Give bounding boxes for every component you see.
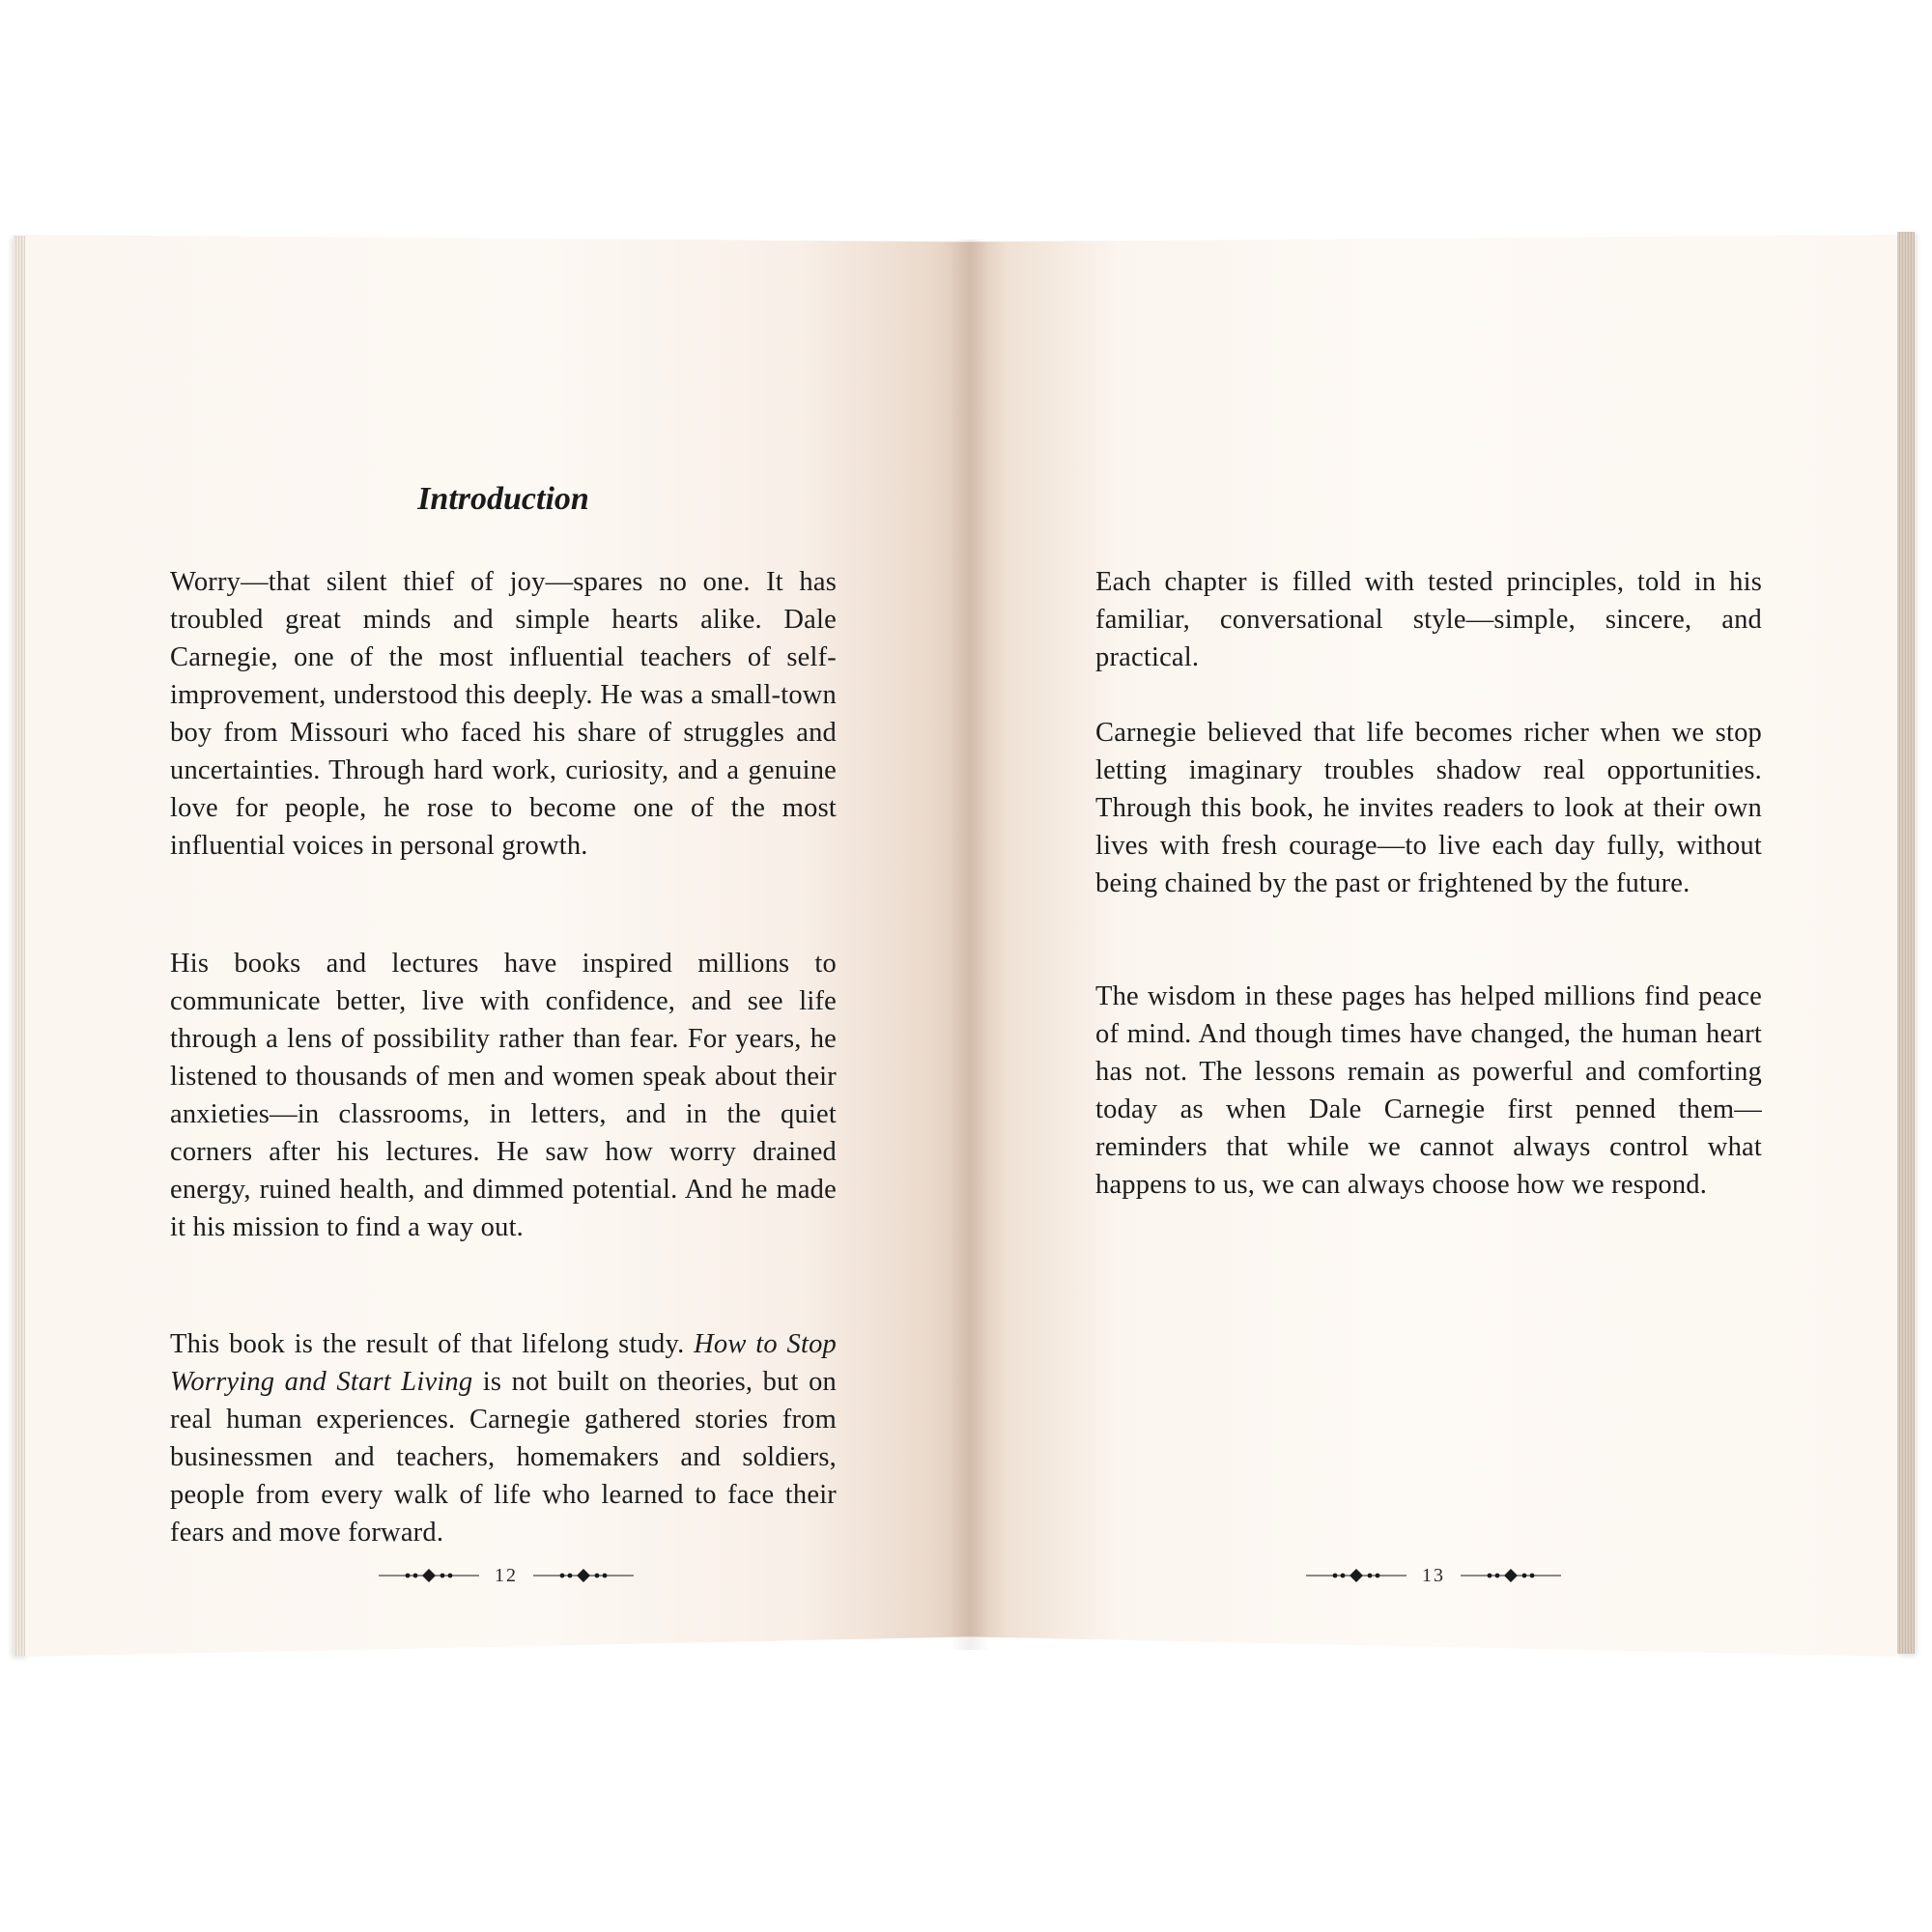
left-paragraph-1: Worry—that silent thief of joy—spares no one. It has troubled great minds and simple hearts alike. Dale Carnegie, one of the most influential teachers of self-improvement, understood this deeply. He was a small-town boy from Missouri who faced his share of struggles and uncertainties. Through hard work, curiosity, and a genuine love for people, he rose to become one of the most influential voices in personal growth. — [170, 567, 837, 861]
right-paragraph-3: The wisdom in these pages has helped millions find peace of mind. And though times have changed, the human heart has not. The lessons remain as powerful and comforting today as when Dale Carnegie first penned them—reminders that while we cannot always control what happens to us, we can always choose how we respond. — [1095, 981, 1762, 1200]
diamond-rule-ornament-icon — [533, 1569, 634, 1582]
left-paragraph-2: His books and lectures have inspired millions to communicate better, live with confidence, and see life through a lens of possibility rather than fear. For years, he listened to thousands of men and women speak about their anxieties—in classrooms, in letters, and in the quiet corners after his lectures. He saw how worry drained energy, ruined health, and dimmed potential. And he made it his mission to find a way out. — [170, 949, 837, 1242]
left-folio — [361, 1563, 651, 1588]
right-page-stack-edge — [1897, 232, 1915, 1654]
book-title-italic: How to Stop Worrying and Start Living — [170, 1329, 837, 1397]
right-paragraph-2: Carnegie believed that life becomes richer when we stop letting imaginary troubles shadow real opportunities. Through this book, he invites readers to look at their own lives with fresh courage—to live each day fully, without being chained by the past or frightened by the future. — [1095, 718, 1762, 898]
chapter-heading: Introduction — [417, 481, 589, 517]
diamond-rule-ornament-icon — [379, 1569, 479, 1582]
page-number: 12 — [495, 1564, 518, 1586]
diamond-rule-ornament-icon — [1306, 1569, 1406, 1582]
right-paragraph-1: Each chapter is filled with tested principles, told in his familiar, conversational style—simple, sincere, and practical. — [1095, 567, 1762, 672]
right-page — [970, 235, 1897, 1657]
right-folio — [1289, 1563, 1578, 1588]
page-number: 13 — [1422, 1564, 1445, 1586]
gutter-shadow — [951, 240, 989, 1650]
left-paragraph-3-start: This book is the result of that lifelong study. — [170, 1329, 695, 1359]
diamond-rule-ornament-icon — [1461, 1569, 1561, 1582]
left-paragraph-3-end: is not built on theories, but on real human experiences. Carnegie gathered stories from businessmen and teachers, homemakers and soldiers, people from every walk of life who learned to face their fears and move forward. — [170, 1367, 838, 1548]
left-paragraph-3 — [170, 1325, 837, 1551]
